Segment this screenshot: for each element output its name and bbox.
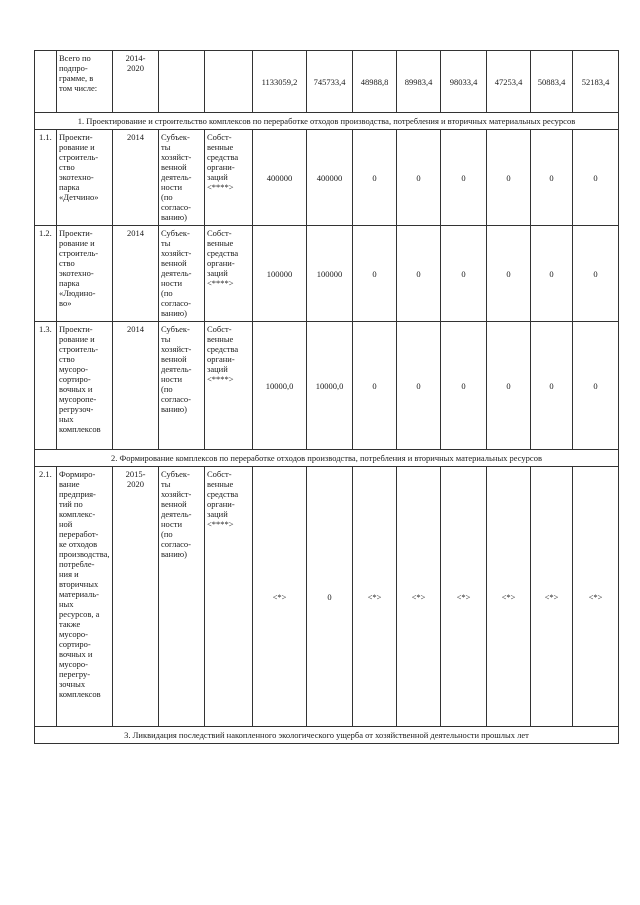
funding-value: 0 xyxy=(531,226,573,322)
funding-value: 100000 xyxy=(307,226,353,322)
funding-value: 10000,0 xyxy=(253,322,307,450)
total-row-num-cell xyxy=(35,51,57,113)
activity-name: Проекти- рование и строитель- ство мусоро- сортиро- вочных и мусоропе- регрузоч- ных комплексов xyxy=(57,322,113,450)
funding-value: 0 xyxy=(487,322,531,450)
section-1-title: 1. Проектирование и строительство комплексов по переработке отходов производства, потребления и вторичных материальных ресурсов xyxy=(35,113,619,130)
row-number: 1.1. xyxy=(35,130,57,226)
total-row-label: Всего по подпро- грамме, в том числе: xyxy=(57,51,113,113)
funding-value: 0 xyxy=(441,226,487,322)
total-row-period: 2014- 2020 xyxy=(113,51,159,113)
total-row-executor-cell xyxy=(159,51,205,113)
total-value: 745733,4 xyxy=(307,51,353,113)
funding-source: Собст- венные средства органи- заций <****> xyxy=(205,467,253,727)
row-number: 1.2. xyxy=(35,226,57,322)
table-row xyxy=(35,226,619,322)
section-3-title: 3. Ликвидация последствий накопленного экологического ущерба от хозяйственной деятельности прошлых лет xyxy=(35,727,619,744)
funding-source: Собст- венные средства органи- заций <****> xyxy=(205,322,253,450)
activity-name: Проекти- рование и строитель- ство экотехно- парка «Детчино» xyxy=(57,130,113,226)
section-heading-row xyxy=(35,450,619,467)
program-table-page xyxy=(34,50,618,744)
activity-year: 2014 xyxy=(113,322,159,450)
total-value: 50883,4 xyxy=(531,51,573,113)
funding-value: 0 xyxy=(353,322,397,450)
funding-value: <*> xyxy=(487,467,531,727)
funding-value: <*> xyxy=(573,467,619,727)
funding-value: 0 xyxy=(487,226,531,322)
activity-executor: Субъек- ты хозяйст- венной деятель- ности (по согласо- ванию) xyxy=(159,130,205,226)
funding-value: 0 xyxy=(397,322,441,450)
row-number: 1.3. xyxy=(35,322,57,450)
activity-name: Формиро- вание предприя- тий по комплекс- ной переработ- ке отходов производства, потребле- ния и вторичных материаль- ных ресурсов, а также мусоро- сортиро- вочных и мусоро- перегру- зочных комплексов xyxy=(57,467,113,727)
section-heading-row xyxy=(35,113,619,130)
total-row xyxy=(35,51,619,113)
funding-value: 400000 xyxy=(307,130,353,226)
row-number: 2.1. xyxy=(35,467,57,727)
funding-value: 100000 xyxy=(253,226,307,322)
activity-year: 2014 xyxy=(113,226,159,322)
funding-value: 0 xyxy=(573,322,619,450)
funding-value: <*> xyxy=(531,467,573,727)
funding-value: 10000,0 xyxy=(307,322,353,450)
funding-value: <*> xyxy=(253,467,307,727)
activity-year: 2014 xyxy=(113,130,159,226)
total-row-source-cell xyxy=(205,51,253,113)
funding-source: Собст- венные средства органи- заций <****> xyxy=(205,226,253,322)
funding-value: 0 xyxy=(397,130,441,226)
funding-value: 400000 xyxy=(253,130,307,226)
funding-value: 0 xyxy=(307,467,353,727)
funding-value: 0 xyxy=(531,322,573,450)
funding-value: 0 xyxy=(487,130,531,226)
table-row xyxy=(35,467,619,727)
funding-value: 0 xyxy=(353,226,397,322)
funding-value: <*> xyxy=(441,467,487,727)
funding-value: 0 xyxy=(573,226,619,322)
total-value: 52183,4 xyxy=(573,51,619,113)
funding-value: <*> xyxy=(353,467,397,727)
funding-source: Собст- венные средства органи- заций <****> xyxy=(205,130,253,226)
funding-value: 0 xyxy=(441,322,487,450)
funding-value: 0 xyxy=(353,130,397,226)
table-row xyxy=(35,130,619,226)
activity-year: 2015- 2020 xyxy=(113,467,159,727)
total-value: 1133059,2 xyxy=(253,51,307,113)
program-activities-table xyxy=(34,50,619,744)
activity-executor: Субъек- ты хозяйст- венной деятель- ности (по согласо- ванию) xyxy=(159,322,205,450)
total-value: 98033,4 xyxy=(441,51,487,113)
section-heading-row xyxy=(35,727,619,744)
funding-value: 0 xyxy=(531,130,573,226)
activity-name: Проекти- рование и строитель- ство экотехно- парка «Людино- во» xyxy=(57,226,113,322)
funding-value: 0 xyxy=(397,226,441,322)
funding-value: 0 xyxy=(573,130,619,226)
total-value: 48988,8 xyxy=(353,51,397,113)
funding-value: <*> xyxy=(397,467,441,727)
section-2-title: 2. Формирование комплексов по переработке отходов производства, потребления и вторичных материальных ресурсов xyxy=(35,450,619,467)
table-row xyxy=(35,322,619,450)
activity-executor: Субъек- ты хозяйст- венной деятель- ности (по согласо- ванию) xyxy=(159,467,205,727)
total-value: 47253,4 xyxy=(487,51,531,113)
funding-value: 0 xyxy=(441,130,487,226)
activity-executor: Субъек- ты хозяйст- венной деятель- ности (по согласо- ванию) xyxy=(159,226,205,322)
total-value: 89983,4 xyxy=(397,51,441,113)
